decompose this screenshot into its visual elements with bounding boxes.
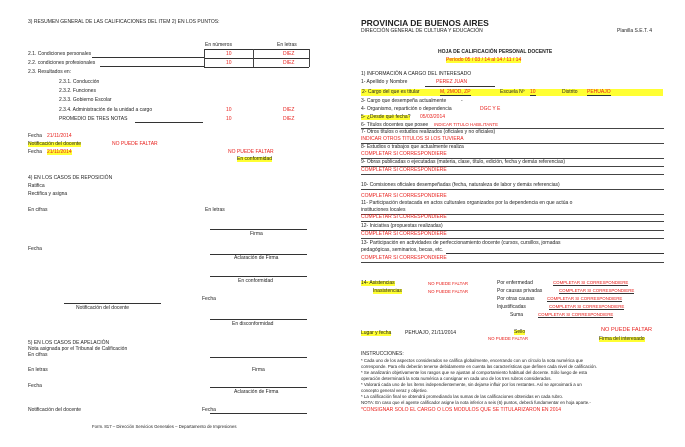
privadas-label: Por causas privadas (497, 288, 543, 294)
notif-label: Notificación del docente (28, 141, 82, 147)
en-cifras-label-4: En cifras (28, 207, 48, 213)
desde-value: 05/03/2014 (420, 114, 446, 120)
comisiones-label: 10- Comisiones oficiales desempeñadas (fecha, naturaleza de labor y demás referencias) (361, 182, 560, 188)
aclaracion-label-4: Aclaración de Firma (234, 255, 279, 261)
obras-completar: COMPLETAR SI CORRESPONDIERE (361, 167, 447, 173)
section-5-title: 5) EN LOS CASOS DE APELACIÓN (28, 340, 110, 346)
notif-docente-label-5: Notificación del docente (28, 407, 82, 413)
en-disconformidad-label: En disconformidad (232, 321, 274, 327)
promedio-num: 10 (226, 116, 232, 122)
fecha1-label: Fecha (28, 133, 42, 139)
row-personal-label: 2.1. Condiciones personales (28, 51, 92, 57)
instruction-line-2: corresponde. Para ello deberán tenerse debidamente en cuenta las características que definen cada nivel de calificación. (361, 364, 598, 369)
sub-gobierno: 2.3.3. Gobierno Escolar (59, 97, 112, 103)
fecha-label-4: Fecha (28, 246, 42, 252)
firma-label-4: Firma (250, 231, 263, 237)
rectifica-label: Rectifica y asigna (28, 191, 68, 197)
participacion-culturales-label-b: instituciones locales (361, 207, 406, 213)
en-conformidad-label: En conformidad (238, 278, 274, 284)
en-letras-label-4: En letras (205, 207, 225, 213)
titulos-value: INDICAR TITULO HABILITANTE (434, 122, 498, 127)
injustificadas-label: Injustificadas (497, 304, 526, 310)
consignar-note: *CONSIGNAR SOLO EL CARGO O LOS MODULOS QUE SE TITULARIZARON EN 2014 (361, 407, 562, 413)
perfeccionamiento-label: 13- Participación en actividades de perfeccionamiento docente (cursos, cursillos, jornadas (361, 240, 561, 246)
distrito-value: PEHUAJO (587, 89, 611, 95)
sello-label: Sello (514, 329, 526, 335)
instruction-line-6: concepto general veraz y objetivo. (361, 388, 428, 393)
escuela-label: Escuela Nº (500, 89, 525, 95)
hoja-title: HOJA DE CALIFICACIÓN PERSONAL DOCENTE (438, 49, 553, 55)
instruction-line-8: NOTA: En caso que el agente calificador asigne la nota inferior a seis (6) puntos, deberá fundamentar en hoja aparte.- (361, 400, 591, 405)
en-letras-label-5: En letras (28, 367, 48, 373)
asistencias-value: NO PUEDE FALTAR (428, 281, 469, 286)
fecha2-label: Fecha (28, 149, 42, 155)
notif-docente-label-4: Notificación del docente (76, 305, 130, 311)
cargo-label: 2- Cargo del que es titular (362, 89, 420, 95)
suma-value: COMPLETAR SI CORRESPONDIERE (538, 312, 614, 317)
cargo-actual-value: - (461, 98, 463, 104)
form-footer: Form. 817 – Dirección Servicios Generales – Departamento de Impresiones (92, 424, 237, 429)
fecha2-value: 21/11/2014 (47, 149, 72, 155)
estudios-label: 8- Estudios o trabajos que actualmente realiza (361, 144, 464, 150)
desde-label: 5- ¿Desde qué fecha? (361, 114, 411, 120)
firma-label-5: Firma (252, 367, 265, 373)
indicar-otros: INDICAR OTROS TITULOS SI LOS TUVIERA (361, 136, 464, 142)
instruction-line-1: * Cada uno de los aspectos considerados se califica globalmente, encerrando con un círculo la nota numérica que (361, 358, 584, 363)
inasistencias-value: NO PUEDE FALTAR (428, 289, 469, 294)
inasistencias-label: Inasistencias (373, 288, 402, 294)
lugar-fecha-label: Lugar y fecha (361, 330, 392, 336)
col-letters-header: En letras (277, 42, 297, 48)
distrito-label: Distrito (562, 89, 578, 95)
privadas-value: COMPLETAR SI CORRESPONDIERE (559, 288, 635, 293)
admin-num: 10 (226, 107, 232, 113)
cargo-actual-label: 3- Cargo que desempeña actualmente (361, 98, 447, 104)
participacion-culturales-label: 11- Participación destacada en actos culturales organizados por la dependencia en que actúa o (361, 200, 573, 206)
enfermedad-value: COMPLETAR SI CORRESPONDIERE (553, 280, 629, 285)
row-professional-let: DIEZ (283, 60, 295, 66)
notif-value: NO PUEDE FALTAR (112, 141, 158, 147)
cargo-value: M, 2MOD, ZP (440, 89, 471, 95)
sub-funciones: 2.3.2. Funciones (59, 88, 96, 94)
comisiones-completar: COMPLETAR SI CORRESPONDIERE (361, 193, 447, 199)
section-3-title: 3) RESUMEN GENERAL DE LAS CALIFICACIONES DEL ITEM 2) EN LOS PUNTOS: (28, 19, 220, 25)
row-professional-label: 2.2. condiciones profesionales (28, 60, 96, 66)
aclaracion-label-5: Aclaración de Firma (234, 389, 279, 395)
en-cifras-label-5: En cifras (28, 352, 48, 358)
escuela-value: 10 (530, 89, 536, 95)
promedio-let: DIEZ (283, 116, 295, 122)
row-personal-let: DIEZ (283, 51, 295, 57)
ratifica-label: Ratifica (28, 183, 45, 189)
participacion-culturales-completar: COMPLETAR SI CORRESPONDIERE (361, 214, 447, 220)
instruction-line-7: * La calificación final se obtendrá promediando las sumas de las calificaciones obtenidas en cada rubro. (361, 394, 564, 399)
promedio-label: PROMEDIO DE TRES NOTAS (59, 116, 128, 122)
fecha-label-4b: Fecha (202, 296, 216, 302)
enfermedad-label: Por enfermedad (497, 280, 533, 286)
organismo-value: DGC Y E (480, 106, 501, 112)
estudios-completar: COMPLETAR SI CORRESPONDIERE (361, 151, 447, 157)
lugar-fecha-value: PEHUAJO, 21/11/2014 (405, 330, 457, 336)
suma-label: Suma (510, 312, 524, 318)
injustificadas-value: COMPLETAR SI CORRESPONDIERE (549, 304, 625, 309)
col-numbers-header: En números (205, 42, 232, 48)
obras-label: 9- Obras publicadas o ejecutadas (materia, clase, título, edición, fecha y demás referencias) (361, 159, 565, 165)
sub-conduccion: 2.3.1. Conducción (59, 79, 100, 85)
apellido-value: PEREZ JUAN (436, 79, 468, 85)
row-personal-num: 10 (226, 51, 232, 57)
asistencias-label: 14- Asistencias (361, 280, 395, 286)
admin-let: DIEZ (283, 107, 295, 113)
en-conformidad-badge: En conformidad (237, 156, 273, 162)
no-puede-faltar-right: NO PUEDE FALTAR (228, 149, 274, 155)
sub-administracion: 2.3.4. Administración de la unidad a cargo (59, 107, 153, 113)
nota-asignada-label: Nota asignada por el Tribunal de Calificación (28, 346, 128, 352)
perfeccionamiento-completar: COMPLETAR SI CORRESPONDIERE (361, 255, 447, 261)
otros-titulos-label: 7- Otros títulos o estudios realizados (oficiales y no oficiales) (361, 129, 496, 135)
section-4-title: 4) EN LOS CASOS DE REPOSICIÓN (28, 175, 113, 181)
row-professional-num: 10 (226, 60, 232, 66)
perfeccionamiento-label-b: pedagógicas, seminarios, becas, etc. (361, 247, 444, 253)
results-label: 2.3. Resultados en: (28, 69, 72, 75)
instruction-line-4: operación determinará la nota numérica a consignar en cada uno de los tres rubros considerados. (361, 376, 552, 381)
periodo: Período 05 / 03 / 14 al 14 / 11 / 14 (446, 57, 522, 63)
section-1-title: 1) INFORMACIÓN A CARGO DEL INTERESADO (361, 71, 472, 77)
fecha-label-5: Fecha (28, 383, 42, 389)
fecha1-value: 21/11/2014 (47, 133, 72, 139)
firma-interesado-label: Firma del interesado (599, 336, 645, 342)
direction-subtitle: DIRECCIÓN GENERAL DE CULTURA Y EDUCACIÓN (361, 28, 483, 34)
planilla-label: Planilla S.E.T. 4 (617, 28, 653, 34)
otras-causas-value: COMPLETAR SI CORRESPONDIERE (547, 296, 623, 301)
instruction-line-3: * Se analizarán objetivamente los rasgos que se ajustan al comportamiento habitual del docente. Sólo luego de esta (361, 370, 588, 375)
instruction-line-5: * Valorará cada uno de los ítems independientemente, sin dejarse influir por los restantes. Así se aproximará a un (361, 382, 582, 387)
iniciativa-completar: COMPLETAR SI CORRESPONDIERE (361, 231, 447, 237)
otras-causas-label: Por otras causas (497, 296, 535, 302)
iniciativa-label: 12- Iniciativa (propuestas realizadas) (361, 223, 443, 229)
fecha-label-5b: Fecha (202, 407, 216, 413)
firma-nopuede: NO PUEDE FALTAR (601, 327, 653, 333)
organismo-label: 4- Organismo, repartición o dependencia (361, 106, 452, 112)
instructions-title: INSTRUCCIONES: (361, 351, 404, 357)
titulos-label: 6- Títulos docentes que posee (361, 122, 429, 128)
sello-value: NO PUEDE FALTAR (488, 336, 529, 341)
province-title: PROVINCIA DE BUENOS AIRES (361, 18, 489, 28)
apellido-label: 1- Apellido y Nombre (361, 79, 408, 85)
